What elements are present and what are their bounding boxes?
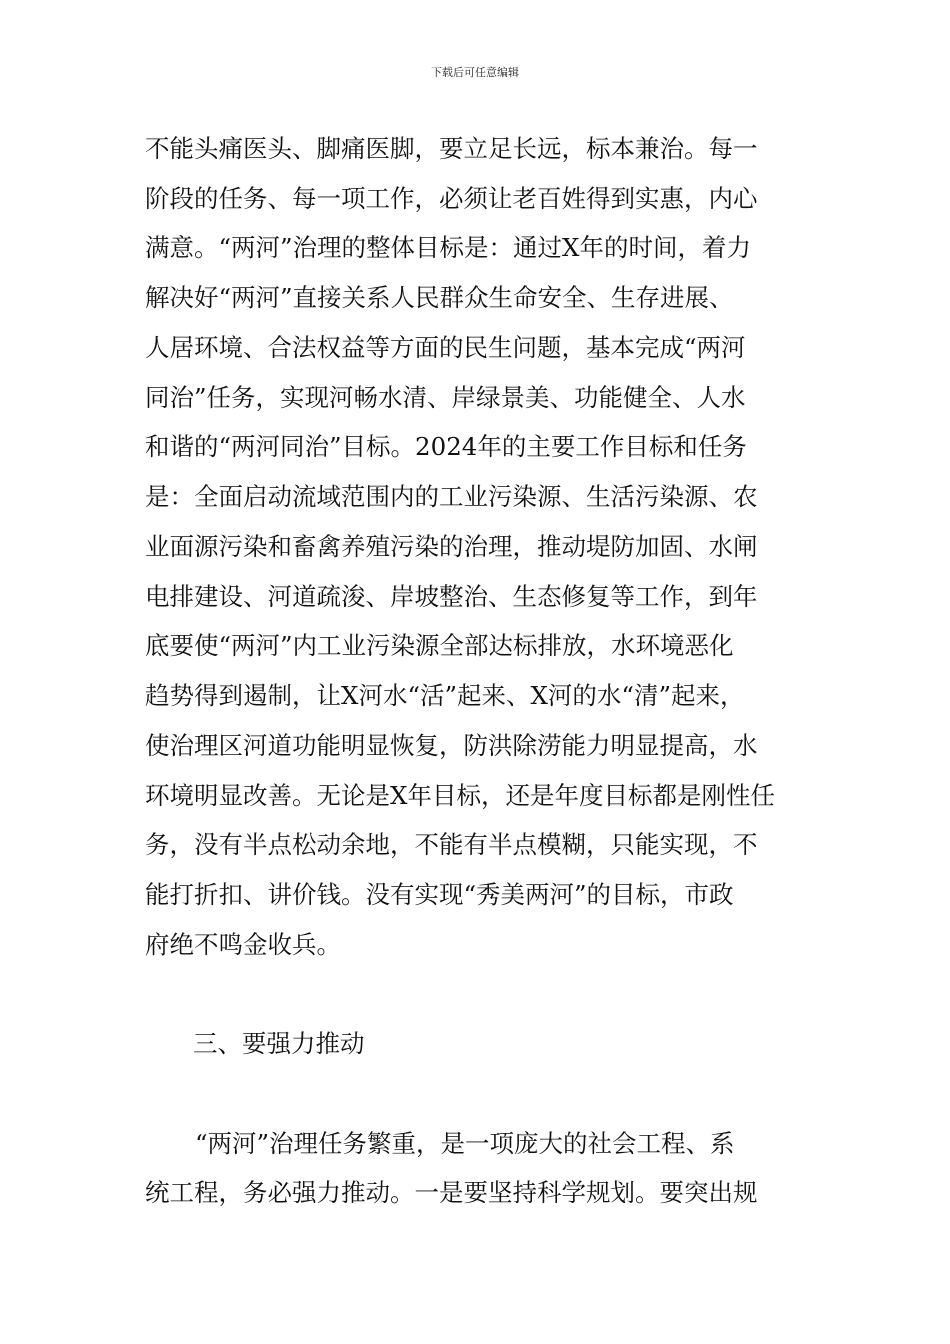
text-line: 趋势得到遏制，让X河水“活”起来、X河的水“清”起来， — [145, 681, 745, 710]
page-header: 下载后可任意编辑 — [431, 66, 519, 79]
text-line: 务，没有半点松动余地，不能有半点模糊，只能实现，不 — [145, 830, 758, 859]
text-line: 人居环境、合法权益等方面的民生问题，基本完成“两河 — [145, 333, 746, 362]
text-line: 府绝不鸣金收兵。 — [145, 930, 341, 959]
section-heading: 三、要强力推动 — [193, 1029, 365, 1058]
text-line: 业面源污染和畜禽养殖污染的治理，推动堤防加固、水闸 — [145, 532, 758, 561]
text-line: 底要使“两河”内工业污染源全部达标排放，水环境恶化 — [145, 631, 734, 660]
text-line: 能打折扣、讲价钱。没有实现“秀美两河”的目标，市政 — [145, 880, 734, 909]
text-line: 电排建设、河道疏浚、岸坡整治、生态修复等工作，到年 — [145, 582, 758, 611]
text-line: 同治”任务，实现河畅水清、岸绿景美、功能健全、人水 — [145, 383, 746, 412]
text-line: 和谐的“两河同治”目标。2024年的主要工作目标和任务 — [145, 432, 747, 461]
text-line: “两河”治理任务繁重，是一项庞大的社会工程、系 — [195, 1129, 735, 1158]
text-line: 环境明显改善。无论是X年目标，还是年度目标都是刚性任 — [145, 781, 775, 810]
text-line: 满意。“两河”治理的整体目标是：通过X年的时间，着力 — [145, 233, 751, 262]
text-line: 是：全面启动流域范围内的工业污染源、生活污染源、农 — [145, 482, 758, 511]
text-line: 统工程，务必强力推动。一是要坚持科学规划。要突出规 — [145, 1178, 758, 1207]
text-line: 使治理区河道功能明显恢复，防洪除涝能力明显提高，水 — [145, 731, 758, 760]
text-line: 阶段的任务、每一项工作，必须让老百姓得到实惠，内心 — [145, 184, 758, 213]
text-line: 不能头痛医头、脚痛医脚，要立足长远，标本兼治。每一 — [145, 134, 758, 163]
text-line: 解决好“两河”直接关系人民群众生命安全、生存进展、 — [145, 283, 734, 312]
